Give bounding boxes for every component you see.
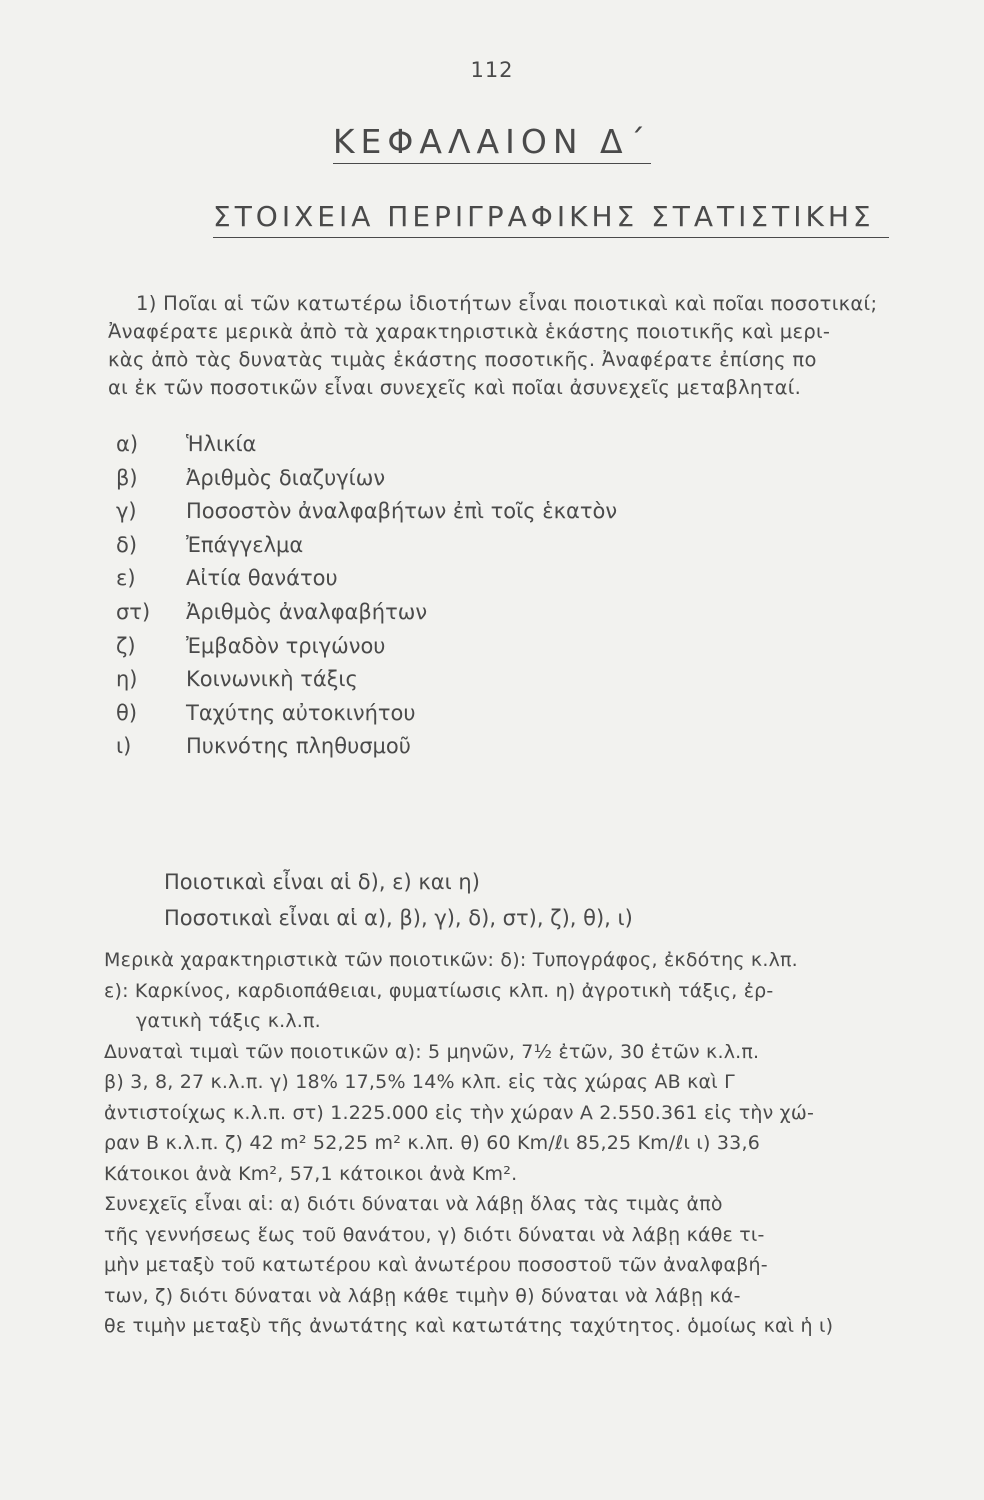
answer-qualitative: Ποιοτικαὶ εἶναι αἱ δ), ε) και η) [164,870,480,894]
question-line: κὰς ἀπὸ τὰς δυνατὰς τιμὰς ἑκάστης ποσοτικῆς. Ἀναφέρατε ἐπίσης πο [108,348,817,371]
list-item-text: Ταχύτης αὐτοκινήτου [186,700,416,725]
body-line: θε τιμὴν μεταξὺ τῆς ἀνωτάτης καὶ κατωτάτης ταχύτητος. ὁμοίως καὶ ἡ ι) [104,1315,834,1337]
list-item [116,529,816,563]
list-item-text: Κοινωνικὴ τάξις [186,667,358,692]
list-item-text: Ἐμβαδὸν τριγώνου [186,633,386,658]
page-number: 112 [470,58,514,82]
list-item [116,562,816,596]
list-item-letter: α) [116,432,139,456]
list-item-text: Πυκνότης πληθυσμοῦ [186,734,411,759]
body-line: ἀντιστοίχως κ.λ.π. στ) 1.225.000 εἰς τὴν χώραν Α 2.550.361 εἰς τὴν χώ- [104,1101,815,1124]
list-item-letter: θ) [116,700,138,725]
question-line: 1) Ποῖαι αἱ τῶν κατωτέρω ἰδιοτήτων εἶναι ποιοτικαὶ καὶ ποῖαι ποσοτικαί; [136,292,878,315]
list-item-letter: η) [116,667,138,692]
answer-quantitative: Ποσοτικαὶ εἶναι αἱ α), β), γ), δ), στ), ζ), θ), ι) [164,906,633,930]
list-item-text: Ἀριθμὸς ἀναλφαβήτων [186,599,428,624]
list-item-letter: στ) [116,599,151,624]
list-item [116,663,816,697]
chapter-title [0,122,984,161]
property-list [116,428,816,764]
question-line: αι ἐκ τῶν ποσοτικῶν εἶναι συνεχεῖς καὶ ποῖαι ἀσυνεχεῖς μεταβληταί. [108,376,802,399]
body-line: Συνεχεῖς εἶναι αἱ: α) διότι δύναται νὰ λάβῃ ὅλας τὰς τιμὰς ἀπὸ [104,1193,723,1215]
list-item-letter: ζ) [116,633,136,658]
body-line: Δυναταὶ τιμαὶ τῶν ποιοτικῶν α): 5 μηνῶν, 7½ ἐτῶν, 30 ἐτῶν κ.λ.π. [104,1040,760,1063]
list-item [116,428,816,462]
list-item-letter: δ) [116,532,138,557]
body-line: β) 3, 8, 27 κ.λ.π. γ) 18% 17,5% 14% κλπ. εἰς τὰς χώρας ΑΒ καὶ Γ [104,1071,735,1093]
list-item-letter: ι) [116,734,132,759]
body-line: τῆς γεννήσεως ἕως τοῦ θανάτου, γ) διότι δύναται νὰ λάβῃ κάθε τι- [104,1223,765,1246]
list-item-text: Ποσοστὸν ἀναλφαβήτων ἐπὶ τοῖς ἑκατὸν [186,499,618,524]
list-item [116,495,816,529]
question-line: Ἀναφέρατε μερικὰ ἀπὸ τὰ χαρακτηριστικὰ ἑκάστης ποιοτικῆς καὶ μερι- [108,320,831,343]
list-item-letter: β) [116,465,138,490]
body-line: ε): Καρκίνος, καρδιοπάθειαι, φυματίωσις κλπ. η) ἀγροτικὴ τάξις, ἐρ- [104,979,774,1002]
body-line: Κάτοικοι ἀνὰ Km², 57,1 κάτοικοι ἀνὰ Km². [104,1162,518,1185]
list-item [116,697,816,731]
chapter-title-text: ΚΕΦΑΛΑΙΟΝ Δ΄ [333,122,651,164]
answer-body [104,945,984,1342]
body-line: Μερικὰ χαρακτηριστικὰ τῶν ποιοτικῶν: δ): Τυπογράφος, ἐκδότης κ.λπ. [104,949,798,971]
list-item-letter: γ) [116,499,137,524]
list-item-text: Ἡλικία [186,432,257,456]
list-item [116,596,816,630]
body-line: γατικὴ τάξις κ.λ.π. [136,1010,321,1032]
question-paragraph [108,290,984,402]
list-item [116,630,816,664]
list-item-text: Ἀριθμὸς διαζυγίων [186,465,386,490]
body-line: ραν Β κ.λ.π. ζ) 42 m² 52,25 m² κ.λπ. θ) 60 Km/ℓι 85,25 Km/ℓι ι) 33,6 [104,1132,761,1154]
body-line: μὴν μεταξὺ τοῦ κατωτέρου καὶ ἀνωτέρου ποσοστοῦ τῶν ἀναλφαβή- [104,1254,768,1276]
list-item [116,462,816,496]
body-line: των, ζ) διότι δύναται νὰ λάβῃ κάθε τιμὴν θ) δύναται νὰ λάβῃ κά- [104,1284,741,1307]
section-title: ΣΤΟΙΧΕΙΑ ΠΕΡΙΓΡΑΦΙΚΗΣ ΣΤΑΤΙΣΤΙΚΗΣ [213,200,889,238]
list-item-text: Ἐπάγγελμα [186,532,304,557]
list-item-letter: ε) [116,566,136,591]
list-item [116,730,816,764]
list-item-text: Αἰτία θανάτου [186,566,338,591]
